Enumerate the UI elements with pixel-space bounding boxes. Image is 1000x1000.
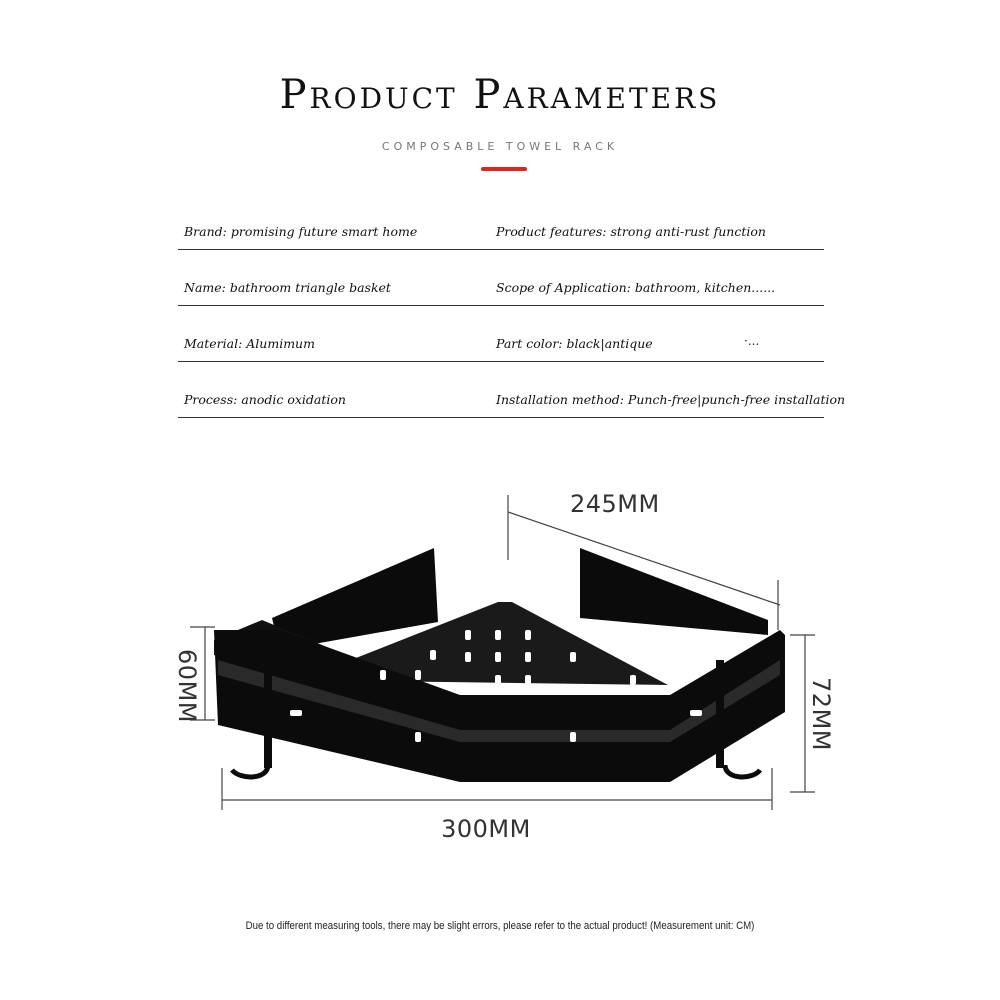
page-title: Product Parameters — [279, 72, 721, 118]
param-name: Name: bathroom triangle basket — [184, 280, 391, 295]
param-installation: Installation method: Punch-free|punch-free installation — [496, 392, 846, 407]
parameters-table — [178, 196, 846, 420]
param-row — [178, 252, 824, 306]
dimension-top-label: 245MM — [570, 490, 660, 518]
param-row — [178, 196, 824, 250]
param-process: Process: anodic oxidation — [184, 392, 346, 407]
product-illustration — [160, 480, 840, 840]
param-row — [178, 308, 824, 362]
param-brand: Brand: promising future smart home — [184, 224, 418, 239]
param-material: Material: Alumimum — [184, 336, 315, 351]
param-extra: ·... — [744, 334, 760, 348]
accent-bar — [481, 167, 527, 171]
param-scope: Scope of Application: bathroom, kitchen...... — [496, 280, 776, 295]
param-color: Part color: black|antique — [496, 336, 653, 351]
basket — [214, 548, 785, 782]
dimension-left-label: 60MM — [172, 649, 201, 723]
footer-note: Due to different measuring tools, there may be slight errors, please refer to the actual product! (Measurement unit: CM) — [245, 920, 755, 932]
page-subtitle: COMPOSABLE TOWEL RACK — [381, 140, 619, 153]
param-features: Product features: strong anti-rust function — [496, 224, 766, 239]
dimension-bottom-label: 300MM — [441, 815, 531, 843]
dimension-right-label: 72MM — [806, 677, 835, 751]
param-row — [178, 364, 846, 418]
